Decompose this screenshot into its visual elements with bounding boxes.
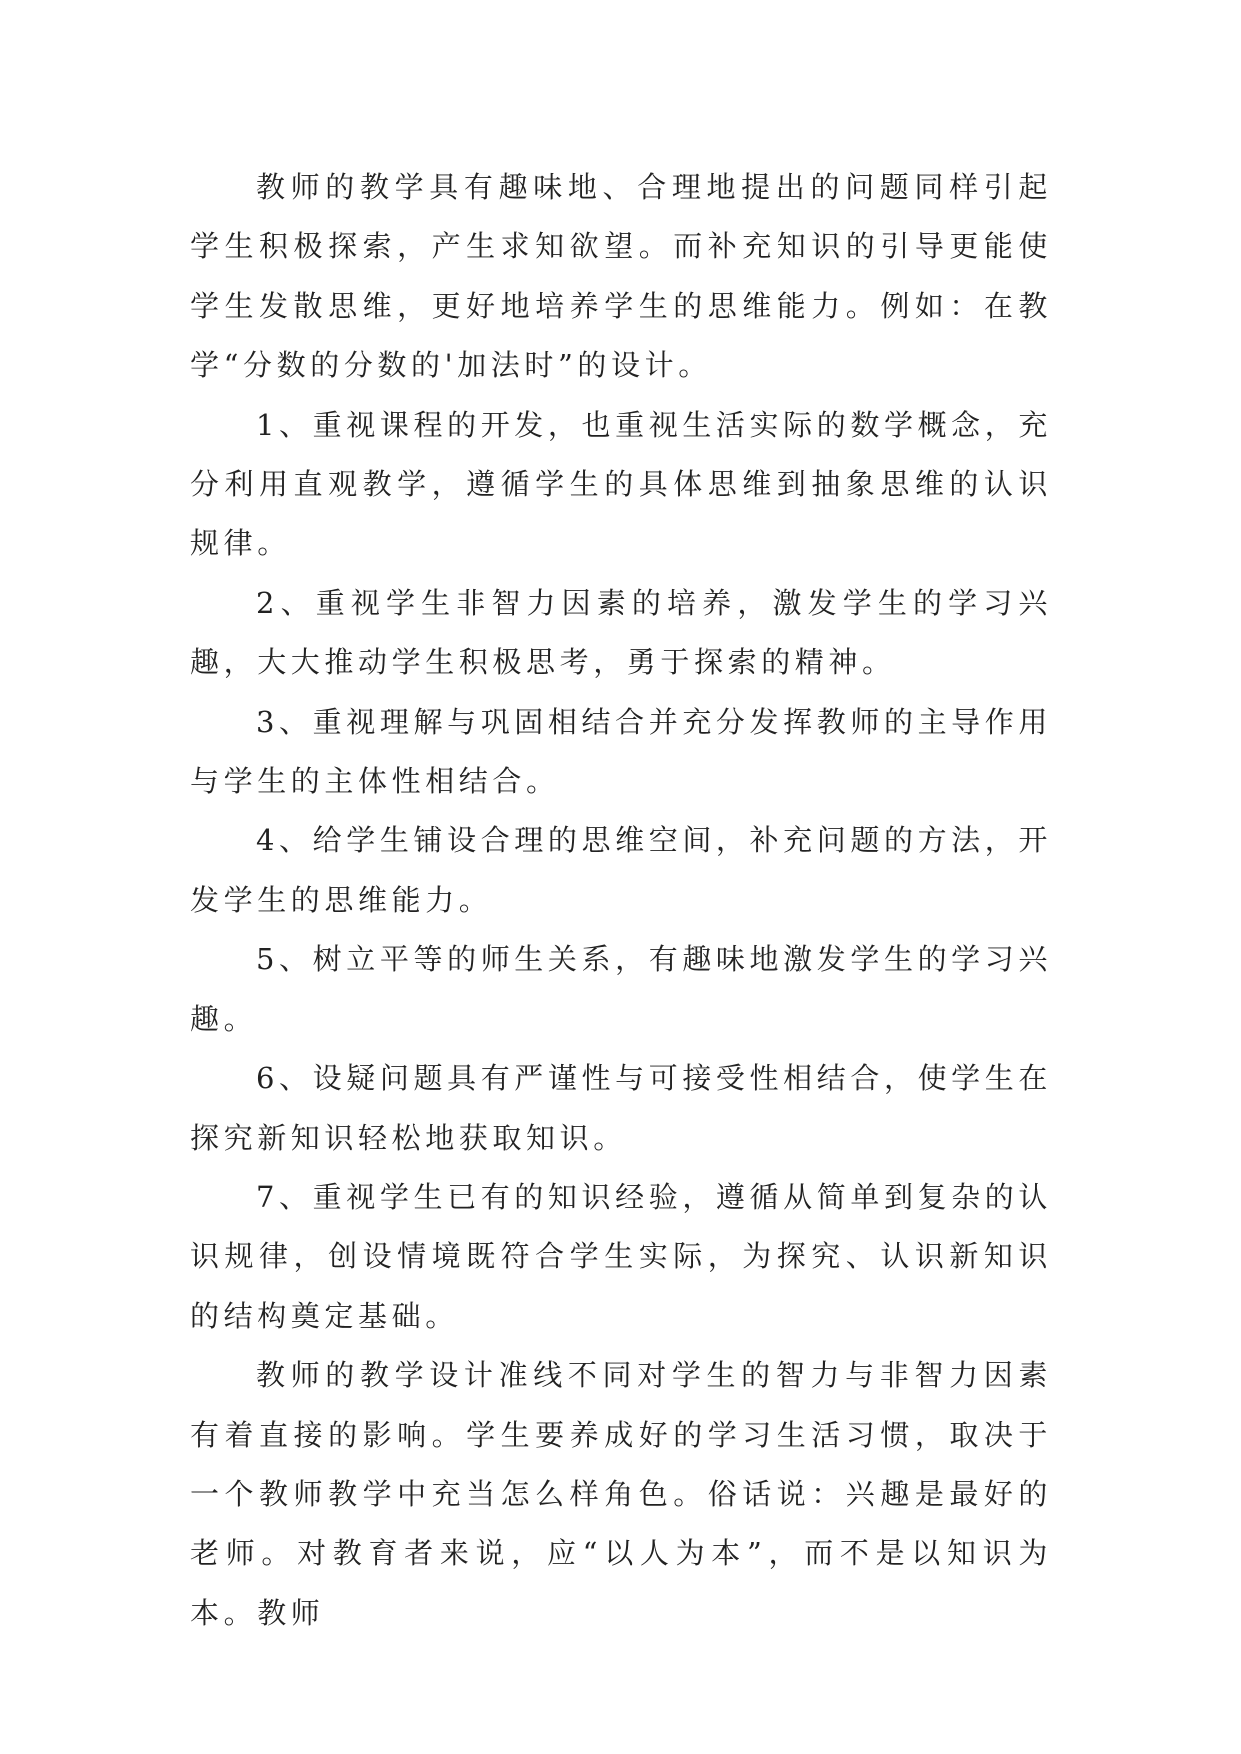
paragraph-conclusion: 教师的教学设计准线不同对学生的智力与非智力因素有着直接的影响。学生要养成好的学习生活习惯，取决于一个教师教学中充当怎么样角色。俗话说：兴趣是最好的老师。对教育者来说，应“以人为本”，而不是以知识为本。教师 (190, 1358, 1052, 1630)
paragraph-point-6: 6、设疑问题具有严谨性与可接受性相结合，使学生在探究新知识轻松地获取知识。 (190, 1061, 1052, 1155)
paragraph-point-2: 2、重视学生非智力因素的培养，激发学生的学习兴趣，大大推动学生积极思考，勇于探索的精神。 (190, 585, 1052, 680)
document-page (190, 158, 1052, 1643)
paragraph-intro: 教师的教学具有趣味地、合理地提出的问题同样引起学生积极探索，产生求知欲望。而补充知识的引导更能使学生发散思维，更好地培养学生的思维能力。例如：在教学“分数的分数的'加法时”的设计。 (190, 170, 1052, 383)
paragraph-point-7: 7、重视学生已有的知识经验，遵循从简单到复杂的认识规律，创设情境既符合学生实际，为探究、认识新知识的结构奠定基础。 (190, 1179, 1052, 1333)
paragraph-point-1: 1、重视课程的开发，也重视生活实际的数学概念，充分利用直观教学，遵循学生的具体思维到抽象思维的认识规律。 (190, 407, 1052, 561)
paragraph-point-4: 4、给学生铺设合理的思维空间，补充问题的方法，开发学生的思维能力。 (190, 823, 1052, 917)
paragraph-point-3: 3、重视理解与巩固相结合并充分发挥教师的主导作用与学生的主体性相结合。 (190, 704, 1052, 799)
paragraph-point-5: 5、树立平等的师生关系，有趣味地激发学生的学习兴趣。 (190, 942, 1052, 1036)
